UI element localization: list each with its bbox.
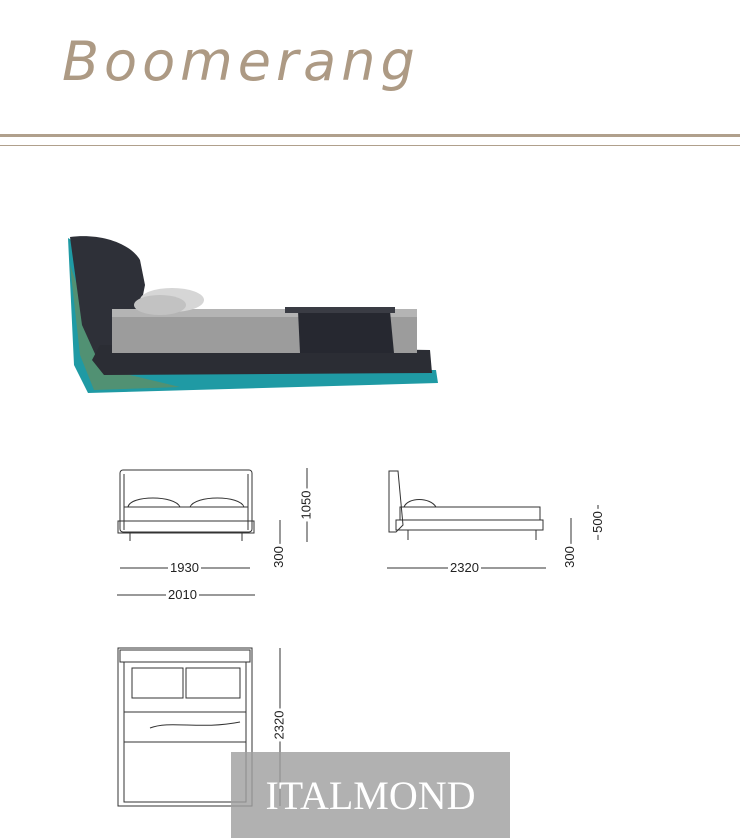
dim-side-base-height: 300 [561, 546, 577, 568]
dim-side-length: 2320 [450, 560, 479, 575]
watermark [231, 752, 510, 838]
product-title: Boomerang [62, 30, 420, 93]
dim-side-mattress-height: 500 [589, 511, 605, 533]
watermark-text: ITALMOND [265, 773, 476, 818]
dim-front-height: 1050 [298, 490, 314, 520]
dim-front-base-height: 300 [270, 546, 286, 568]
dim-front-inner-width: 1930 [170, 560, 199, 575]
dim-front-outer-width: 2010 [168, 587, 197, 602]
dim-top-length: 2320 [271, 710, 287, 740]
front-view [117, 468, 307, 595]
